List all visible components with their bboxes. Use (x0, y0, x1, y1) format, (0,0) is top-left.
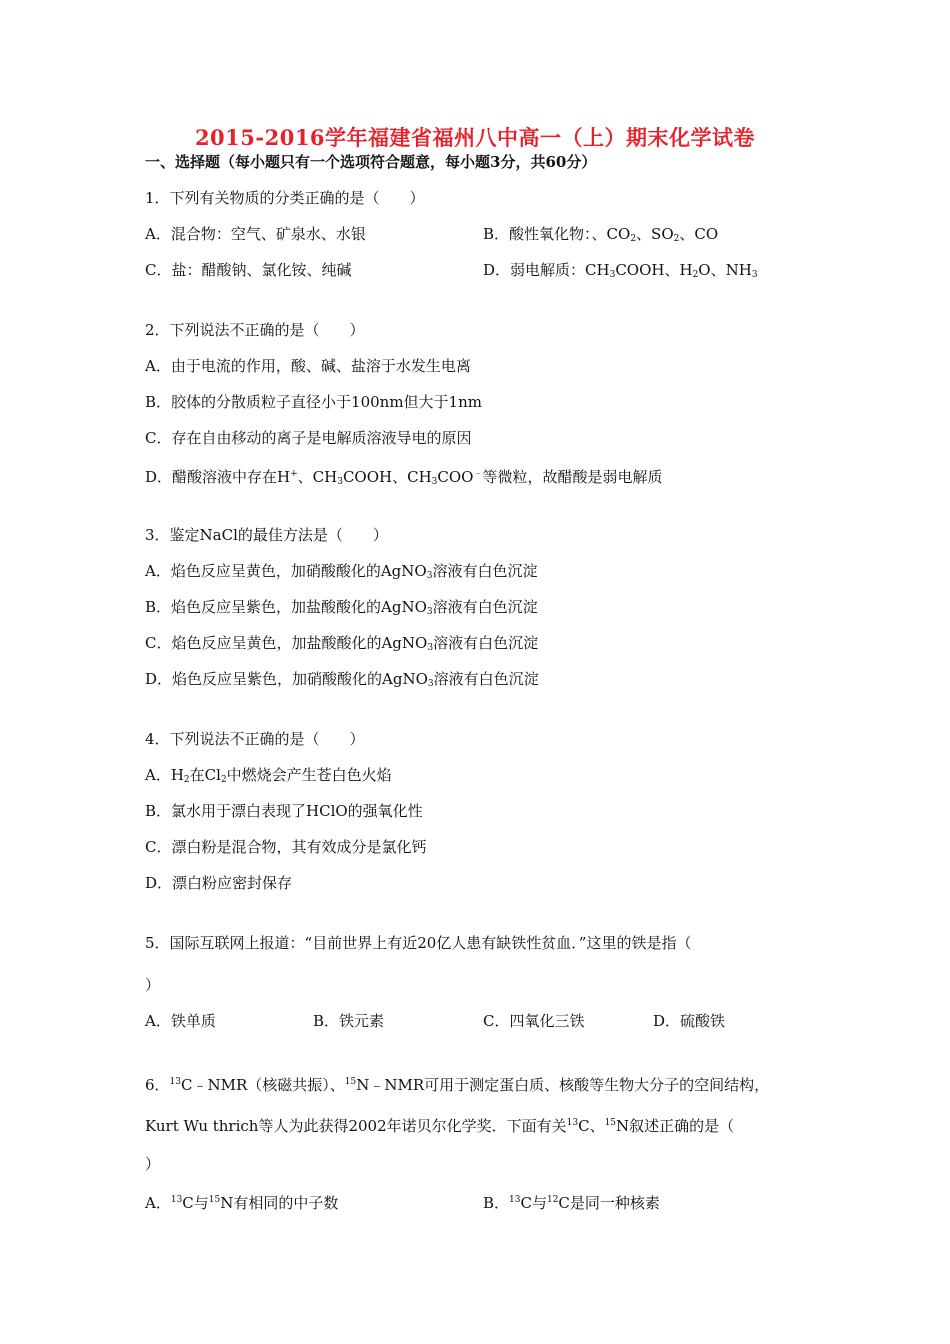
question-1-option-d: D．弱电解质：$CH_3COOH$、$H_2O$、$NH_3$ (483, 261, 758, 280)
section-heading: 一、选择题（每小题只有一个选项符合题意，每小题3分，共60分） (145, 153, 597, 171)
document-title: 2015-2016学年福建省福州八中高一（上）期末化学试卷 (194, 125, 756, 150)
question-3-stem: 3．鉴定NaCl的最佳方法是（ ） (145, 526, 388, 544)
question-3-option-b: B．焰色反应呈紫色，加盐酸酸化的AgNO$_3$溶液有白色沉淀 (145, 598, 538, 617)
question-2-option-b: B．胶体的分散质粒子直径小于100nm但大于1nm (145, 393, 482, 411)
question-3-option-c: C．焰色反应呈黄色，加盐酸酸化的AgNO$_3$溶液有白色沉淀 (145, 634, 539, 653)
question-4-stem: 4．下列说法不正确的是（ ） (145, 730, 365, 748)
question-6-stem-line3: ） (145, 1155, 161, 1173)
question-5-option-d: D．硫酸铁 (653, 1012, 726, 1030)
question-1-option-a: A．混合物：空气、矿泉水、水银 (145, 225, 366, 243)
question-4-option-c: C．漂白粉是混合物，其有效成分是氯化钙 (145, 838, 427, 856)
question-4-option-d: D．漂白粉应密封保存 (145, 874, 293, 892)
question-6-stem-line1: 6．$^{13}$C﹣NMR（核磁共振）、$^{15}$N﹣NMR可用于测定蛋白质、核酸等生物大分子的空间结构， (145, 1076, 770, 1094)
question-6-option-a: A．$^{13}$C与$^{15}$N有相同的中子数 (145, 1194, 339, 1212)
question-3-option-d: D．焰色反应呈紫色，加硝酸酸化的AgNO$_3$溶液有白色沉淀 (145, 670, 539, 689)
question-2-stem: 2．下列说法不正确的是（ ） (145, 321, 365, 339)
question-5-option-a: A．铁单质 (145, 1012, 216, 1030)
question-2-option-c: C．存在自由移动的离子是电解质溶液导电的原因 (145, 429, 472, 447)
question-5-stem: 5．国际互联网上报道：“目前世界上有近20亿人患有缺铁性贫血．”这里的铁是指（ (145, 934, 692, 952)
question-1-option-c: C．盐：醋酸钠、氯化铵、纯碱 (145, 261, 352, 279)
question-4-option-a: A．$H_2$在$Cl_2$中燃烧会产生苍白色火焰 (145, 766, 392, 785)
question-2-option-a: A．由于电流的作用，酸、碱、盐溶于水发生电离 (145, 357, 471, 375)
question-1-option-b: B．酸性氧化物：、$CO_2$、$SO_2$、CO (483, 225, 719, 244)
question-6-stem-line2: Kurt Wu thrich等人为此获得2002年诺贝尔化学奖．下面有关$^{13}$C、$^{15}$N叙述正确的是（ (145, 1117, 735, 1135)
question-5-option-b: B．铁元素 (313, 1012, 385, 1030)
question-5-option-c: C．四氧化三铁 (483, 1012, 585, 1030)
question-5-stem-continued: ） (145, 976, 161, 994)
question-3-option-a: A．焰色反应呈黄色，加硝酸酸化的AgNO$_3$溶液有白色沉淀 (145, 562, 538, 581)
question-1-stem: 1．下列有关物质的分类正确的是（ ） (145, 189, 425, 207)
question-6-option-b: B．$^{13}$C与$^{12}$C是同一种核素 (483, 1194, 660, 1212)
question-4-option-b: B．氯水用于漂白表现了HClO的强氧化性 (145, 802, 423, 820)
question-2-option-d: D．醋酸溶液中存在H+、$CH_3COOH$、$CH_3COO^﹣$等微粒，故醋酸是弱电解质 (145, 468, 663, 487)
